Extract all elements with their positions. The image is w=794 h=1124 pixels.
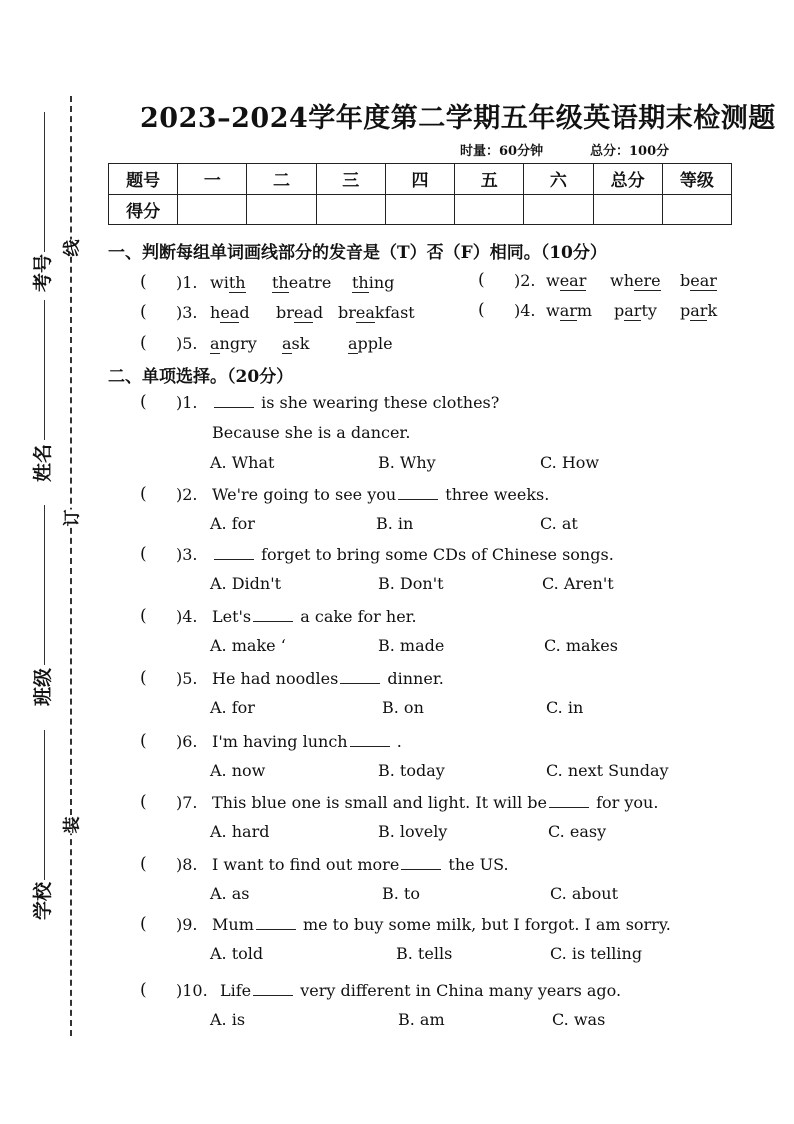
answer-paren[interactable]: ( <box>140 544 147 564</box>
header-cell: 四 <box>385 164 454 195</box>
question-number: )4. <box>176 607 198 626</box>
answer-option[interactable]: C. Aren't <box>542 574 614 593</box>
header-cell: 总分 <box>593 164 662 195</box>
answer-option[interactable]: C. is telling <box>550 944 643 963</box>
fill-blank[interactable] <box>398 485 438 500</box>
question-stem: Mum me to buy some milk, but I forgot. I am sorry. <box>212 915 671 934</box>
answer-option[interactable]: B. Why <box>378 453 436 472</box>
question-stem: is she wearing these clothes? <box>212 393 499 412</box>
name-label: 姓名 <box>32 443 55 483</box>
answer-paren[interactable]: ( <box>140 980 147 1000</box>
seal-word-bind: 装 <box>62 816 83 834</box>
underlined-letters: ar <box>559 301 577 320</box>
question-number: )9. <box>176 915 198 934</box>
question-number: )7. <box>176 793 198 812</box>
header-cell: 六 <box>524 164 593 195</box>
seal-word-line: 线 <box>62 239 83 257</box>
question-number: )6. <box>176 732 198 751</box>
phonics-word: apple <box>348 334 393 353</box>
score-cell[interactable] <box>178 194 247 225</box>
phonics-word: party <box>614 301 657 320</box>
answer-option[interactable]: B. in <box>376 514 414 533</box>
score-table <box>108 163 732 225</box>
header-cell: 一 <box>178 164 247 195</box>
phonics-word: bread <box>276 303 324 322</box>
part1-heading: 一、判断每组单词画线部分的发音是（T）否（F）相同。（10分） <box>108 243 607 263</box>
phonics-word: ask <box>282 334 310 353</box>
score-table-score-row <box>109 194 732 225</box>
answer-paren[interactable]: ( <box>140 792 147 812</box>
answer-paren[interactable]: ( <box>140 668 147 688</box>
phonics-word: where <box>610 271 661 290</box>
underlined-letters: ear <box>559 271 587 290</box>
fill-blank[interactable] <box>549 793 589 808</box>
score-cell[interactable] <box>455 194 524 225</box>
underlined-letters: ar <box>624 301 642 320</box>
name-blank[interactable] <box>44 300 45 440</box>
school-blank[interactable] <box>44 730 45 880</box>
fill-blank[interactable] <box>253 981 293 996</box>
underlined-letters: th <box>272 273 289 292</box>
answer-option[interactable]: A. now <box>210 761 266 780</box>
fill-blank[interactable] <box>340 669 380 684</box>
question-stem: We're going to see you three weeks. <box>212 485 550 504</box>
answer-option[interactable]: C. easy <box>548 822 607 841</box>
question-number: )1. <box>176 273 198 292</box>
phonics-word: theatre <box>272 273 332 292</box>
question-stem: Let's a cake for her. <box>212 607 417 626</box>
answer-paren[interactable]: ( <box>140 854 147 874</box>
answer-paren[interactable]: ( <box>140 606 147 626</box>
phonics-word: breakfast <box>338 303 415 322</box>
answer-paren[interactable]: ( <box>140 914 147 934</box>
answer-option[interactable]: B. tells <box>396 944 453 963</box>
header-cell: 五 <box>455 164 524 195</box>
school-label: 学校 <box>32 881 55 921</box>
phonics-word: wear <box>546 271 587 290</box>
answer-option[interactable]: A. What <box>210 453 275 472</box>
underlined-letters: ea <box>220 303 240 322</box>
answer-option[interactable]: C. was <box>552 1010 606 1029</box>
header-cell: 等级 <box>662 164 731 195</box>
answer-paren[interactable]: ( <box>140 302 147 322</box>
question-number: )2. <box>514 271 536 290</box>
phonics-word: with <box>210 273 246 292</box>
answer-paren[interactable]: ( <box>478 300 485 320</box>
header-cell: 题号 <box>109 164 178 195</box>
underlined-letters: th <box>228 273 246 292</box>
question-number: )2. <box>176 485 198 504</box>
question-number: )3. <box>176 545 198 564</box>
score-cell[interactable] <box>247 194 316 225</box>
underlined-letters: ea <box>293 303 313 322</box>
phonics-word: warm <box>546 301 593 320</box>
question-number: )3. <box>176 303 198 322</box>
question-number: )1. <box>176 393 198 412</box>
exam-number-blank[interactable] <box>44 112 45 252</box>
answer-option[interactable]: A. for <box>210 514 255 533</box>
phonics-word: bear <box>680 271 717 290</box>
part2-heading: 二、单项选择。（20分） <box>108 367 294 387</box>
answer-option[interactable]: A. for <box>210 698 255 717</box>
fill-blank[interactable] <box>401 855 441 870</box>
answer-option[interactable]: A. Didn't <box>210 574 282 593</box>
question-stem: I'm having lunch . <box>212 732 402 751</box>
question-stem: forget to bring some CDs of Chinese songs. <box>212 545 614 564</box>
score-cell[interactable] <box>385 194 454 225</box>
phonics-word: park <box>680 301 718 320</box>
question-stem: Life very different in China many years ago. <box>220 981 622 1000</box>
answer-option[interactable]: B. on <box>382 698 424 717</box>
phonics-word: angry <box>210 334 257 353</box>
total-score: 总分：100分 <box>590 144 670 159</box>
underlined-letters: ear <box>690 271 717 290</box>
answer-option[interactable]: C. in <box>546 698 584 717</box>
answer-option[interactable]: A. make ‘ <box>210 636 286 655</box>
answer-option[interactable]: C. next Sunday <box>546 761 669 780</box>
fill-blank[interactable] <box>256 915 296 930</box>
underlined-letters: th <box>352 273 369 292</box>
question-stem: I want to find out more the US. <box>212 855 509 874</box>
answer-option[interactable]: A. as <box>210 884 250 903</box>
underlined-letters: a <box>348 334 358 353</box>
binding-dashed-line <box>70 96 72 1036</box>
answer-paren[interactable]: ( <box>140 731 147 751</box>
question-number: )8. <box>176 855 198 874</box>
score-cell[interactable] <box>524 194 593 225</box>
score-cell[interactable] <box>662 194 731 225</box>
underlined-letters: ere <box>634 271 661 290</box>
answer-paren[interactable]: ( <box>478 270 485 290</box>
header-cell: 三 <box>316 164 385 195</box>
fill-blank[interactable] <box>214 545 254 560</box>
score-cell[interactable] <box>593 194 662 225</box>
underlined-letters: ea <box>355 303 375 322</box>
answer-paren[interactable]: ( <box>140 392 147 412</box>
question-stem: This blue one is small and light. It will be for you. <box>212 793 659 812</box>
question-number: )10. <box>176 981 208 1000</box>
answer-option[interactable]: C. How <box>540 453 600 472</box>
underlined-letters: a <box>282 334 292 353</box>
answer-option[interactable]: C. at <box>540 514 578 533</box>
answer-option[interactable]: B. lovely <box>378 822 448 841</box>
seal-word-order: 订 <box>62 509 83 527</box>
question-number: )4. <box>514 301 536 320</box>
answer-paren[interactable]: ( <box>140 272 147 292</box>
answer-option[interactable]: B. Don't <box>378 574 444 593</box>
fill-blank[interactable] <box>350 732 390 747</box>
answer-option[interactable]: A. is <box>210 1010 246 1029</box>
question-number: )5. <box>176 669 198 688</box>
answer-option[interactable]: B. am <box>398 1010 445 1029</box>
question-stem: He had noodles dinner. <box>212 669 444 688</box>
score-cell[interactable] <box>316 194 385 225</box>
answer-option[interactable]: B. made <box>378 636 445 655</box>
class-label: 班级 <box>32 667 55 707</box>
answer-option[interactable]: A. told <box>210 944 264 963</box>
answer-option[interactable]: C. about <box>550 884 618 903</box>
phonics-word: head <box>210 303 250 322</box>
underlined-letters: a <box>210 334 220 353</box>
question-stem-line2: Because she is a dancer. <box>212 423 411 442</box>
class-blank[interactable] <box>44 505 45 665</box>
answer-option[interactable]: B. today <box>378 761 445 780</box>
time-limit: 时量：60分钟 <box>460 144 544 159</box>
score-row-label: 得分 <box>109 194 178 225</box>
exam-number-label: 考号 <box>32 253 55 293</box>
page-title: 2023–2024学年度第二学期五年级英语期末检测题 <box>140 103 776 134</box>
fill-blank[interactable] <box>253 607 293 622</box>
fill-blank[interactable] <box>214 393 254 408</box>
answer-option[interactable]: C. makes <box>544 636 618 655</box>
score-table-header-row <box>109 164 732 195</box>
answer-paren[interactable]: ( <box>140 333 147 353</box>
answer-paren[interactable]: ( <box>140 484 147 504</box>
answer-option[interactable]: A. hard <box>210 822 270 841</box>
question-number: )5. <box>176 334 198 353</box>
header-cell: 二 <box>247 164 316 195</box>
answer-option[interactable]: B. to <box>382 884 420 903</box>
phonics-word: thing <box>352 273 395 292</box>
underlined-letters: ar <box>690 301 708 320</box>
